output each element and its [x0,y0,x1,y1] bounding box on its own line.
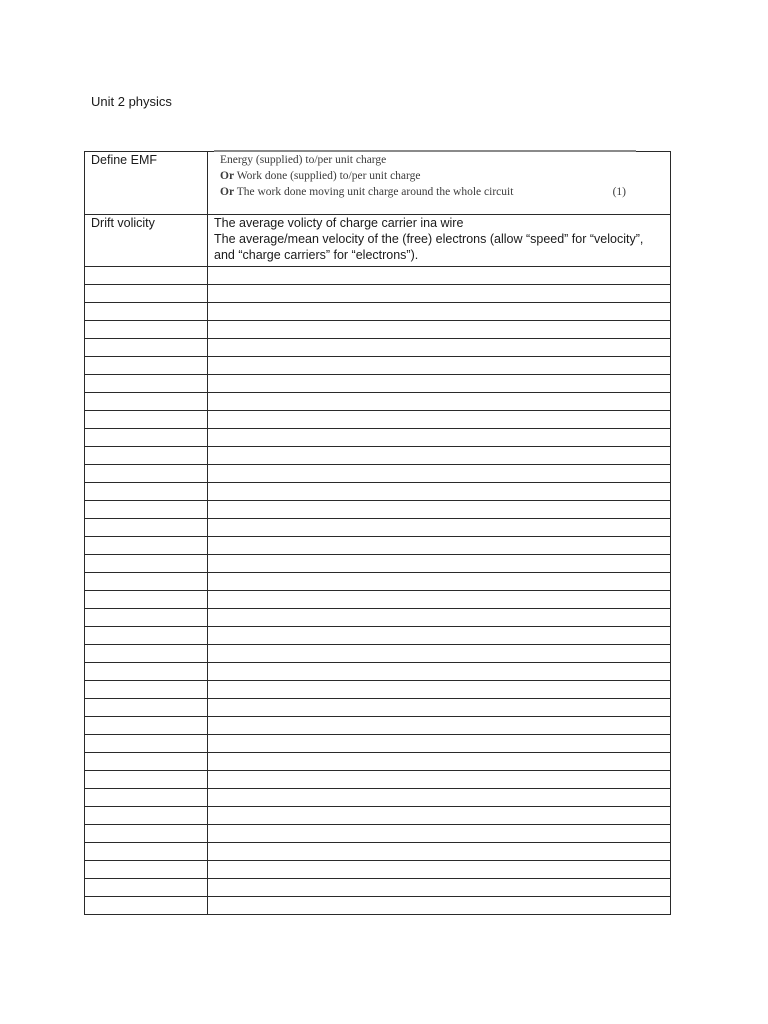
definition-cell-empty[interactable] [208,501,671,519]
term-cell-emf[interactable] [85,152,208,215]
definition-cell-empty[interactable] [208,519,671,537]
table-row-empty [85,771,671,789]
table-row-empty [85,321,671,339]
term-cell-empty[interactable] [85,537,208,555]
term-cell-empty[interactable] [85,501,208,519]
definition-cell-empty[interactable] [208,645,671,663]
definition-cell-empty[interactable] [208,735,671,753]
definition-cell-empty[interactable] [208,285,671,303]
table-row-empty [85,861,671,879]
definition-cell-empty[interactable] [208,429,671,447]
table-row-empty [85,303,671,321]
table-row-empty [85,699,671,717]
definition-cell-empty[interactable] [208,861,671,879]
definition-cell-empty[interactable] [208,753,671,771]
emf-definition-line-2 [220,168,664,184]
term-cell-empty[interactable] [85,339,208,357]
table-row-empty [85,375,671,393]
definition-cell-empty[interactable] [208,879,671,897]
glossary-table-body [85,152,671,915]
definition-cell-empty[interactable] [208,825,671,843]
term-cell-empty[interactable] [85,789,208,807]
definition-cell-empty[interactable] [208,465,671,483]
term-cell-empty[interactable] [85,357,208,375]
table-row-empty [85,573,671,591]
definition-cell-empty[interactable] [208,717,671,735]
table-row-empty [85,663,671,681]
definition-cell-empty[interactable] [208,321,671,339]
term-drift: Drift volicity [91,216,155,230]
term-cell-empty[interactable] [85,735,208,753]
emf-definition-line-2-text: Work done (supplied) to/per unit charge [234,170,421,182]
table-row-empty [85,339,671,357]
table-row-empty [85,357,671,375]
definition-cell-drift[interactable] [208,215,671,267]
definition-cell-empty[interactable] [208,681,671,699]
emf-or-label-2: Or [220,186,235,198]
table-row-empty [85,609,671,627]
term-cell-empty[interactable] [85,699,208,717]
table-row-empty [85,717,671,735]
definition-cell-empty[interactable] [208,573,671,591]
term-cell-empty[interactable] [85,483,208,501]
term-cell-empty[interactable] [85,519,208,537]
term-cell-empty[interactable] [85,807,208,825]
table-row-empty [85,753,671,771]
term-cell-empty[interactable] [85,429,208,447]
definition-cell-empty[interactable] [208,609,671,627]
term-cell-empty[interactable] [85,897,208,915]
table-row-empty [85,879,671,897]
definition-cell-empty[interactable] [208,699,671,717]
drift-definition-line-2: The average/mean velocity of the (free) electrons (allow “speed” for “velocity”, and “charge carriers” for “electrons”). [214,232,644,262]
definition-cell-empty[interactable] [208,663,671,681]
table-row-empty [85,501,671,519]
table-row-empty [85,735,671,753]
term-cell-empty[interactable] [85,447,208,465]
term-cell-empty[interactable] [85,267,208,285]
definition-cell-empty[interactable] [208,303,671,321]
table-row-empty [85,897,671,915]
scanned-definition-emf [214,152,664,200]
term-cell-empty[interactable] [85,375,208,393]
term-cell-empty[interactable] [85,609,208,627]
document-title: Unit 2 physics [91,94,172,109]
table-row-empty [85,411,671,429]
table-row-empty [85,465,671,483]
definition-cell-empty[interactable] [208,267,671,285]
table-row-empty [85,843,671,861]
table-row-empty [85,555,671,573]
definition-cell-empty[interactable] [208,897,671,915]
term-cell-empty[interactable] [85,717,208,735]
table-row-empty [85,537,671,555]
emf-or-label-1: Or [220,170,235,182]
table-row-empty [85,789,671,807]
term-cell-empty[interactable] [85,825,208,843]
term-cell-empty[interactable] [85,393,208,411]
term-cell-empty[interactable] [85,573,208,591]
table-row-empty [85,267,671,285]
glossary-table [84,151,671,915]
definition-cell-empty[interactable] [208,357,671,375]
term-cell-empty[interactable] [85,627,208,645]
table-row-empty [85,681,671,699]
table-row-empty [85,645,671,663]
definition-cell-empty[interactable] [208,591,671,609]
emf-definition-line-3-text: The work done moving unit charge around the whole circuit [234,186,514,198]
term-cell-empty[interactable] [85,411,208,429]
term-cell-empty[interactable] [85,303,208,321]
term-cell-empty[interactable] [85,663,208,681]
term-cell-empty[interactable] [85,645,208,663]
definition-cell-empty[interactable] [208,375,671,393]
drift-definition-line-1: The average volicty of charge carrier ina wire [214,216,464,230]
definition-cell-empty[interactable] [208,771,671,789]
emf-definition-line-1: Energy (supplied) to/per unit charge [220,154,387,166]
term-cell-empty[interactable] [85,591,208,609]
term-cell-empty[interactable] [85,321,208,339]
definition-cell-emf[interactable] [208,152,671,215]
term-cell-empty[interactable] [85,681,208,699]
emf-definition-line-3 [220,184,664,200]
definition-cell-empty[interactable] [208,627,671,645]
term-cell-empty[interactable] [85,753,208,771]
definition-cell-empty[interactable] [208,447,671,465]
term-cell-drift[interactable] [85,215,208,267]
definition-cell-empty[interactable] [208,537,671,555]
definition-cell-empty[interactable] [208,483,671,501]
definition-cell-empty[interactable] [208,807,671,825]
table-row-empty [85,591,671,609]
table-row-empty [85,519,671,537]
definition-cell-empty[interactable] [208,789,671,807]
table-row-empty [85,807,671,825]
table-row-empty [85,627,671,645]
definition-cell-empty[interactable] [208,555,671,573]
table-row-empty [85,429,671,447]
table-row-emf [85,152,671,215]
term-cell-empty[interactable] [85,879,208,897]
table-row-empty [85,393,671,411]
term-emf: Define EMF [91,153,157,167]
table-row-drift [85,215,671,267]
term-cell-empty[interactable] [85,861,208,879]
term-cell-empty[interactable] [85,555,208,573]
table-row-empty [85,483,671,501]
emf-mark: (1) [612,186,626,198]
term-cell-empty[interactable] [85,771,208,789]
term-cell-empty[interactable] [85,843,208,861]
definition-cell-empty[interactable] [208,843,671,861]
table-row-empty [85,447,671,465]
term-cell-empty[interactable] [85,465,208,483]
table-row-empty [85,285,671,303]
table-row-empty [85,825,671,843]
definition-cell-empty[interactable] [208,411,671,429]
definition-cell-empty[interactable] [208,393,671,411]
definition-cell-empty[interactable] [208,339,671,357]
term-cell-empty[interactable] [85,285,208,303]
